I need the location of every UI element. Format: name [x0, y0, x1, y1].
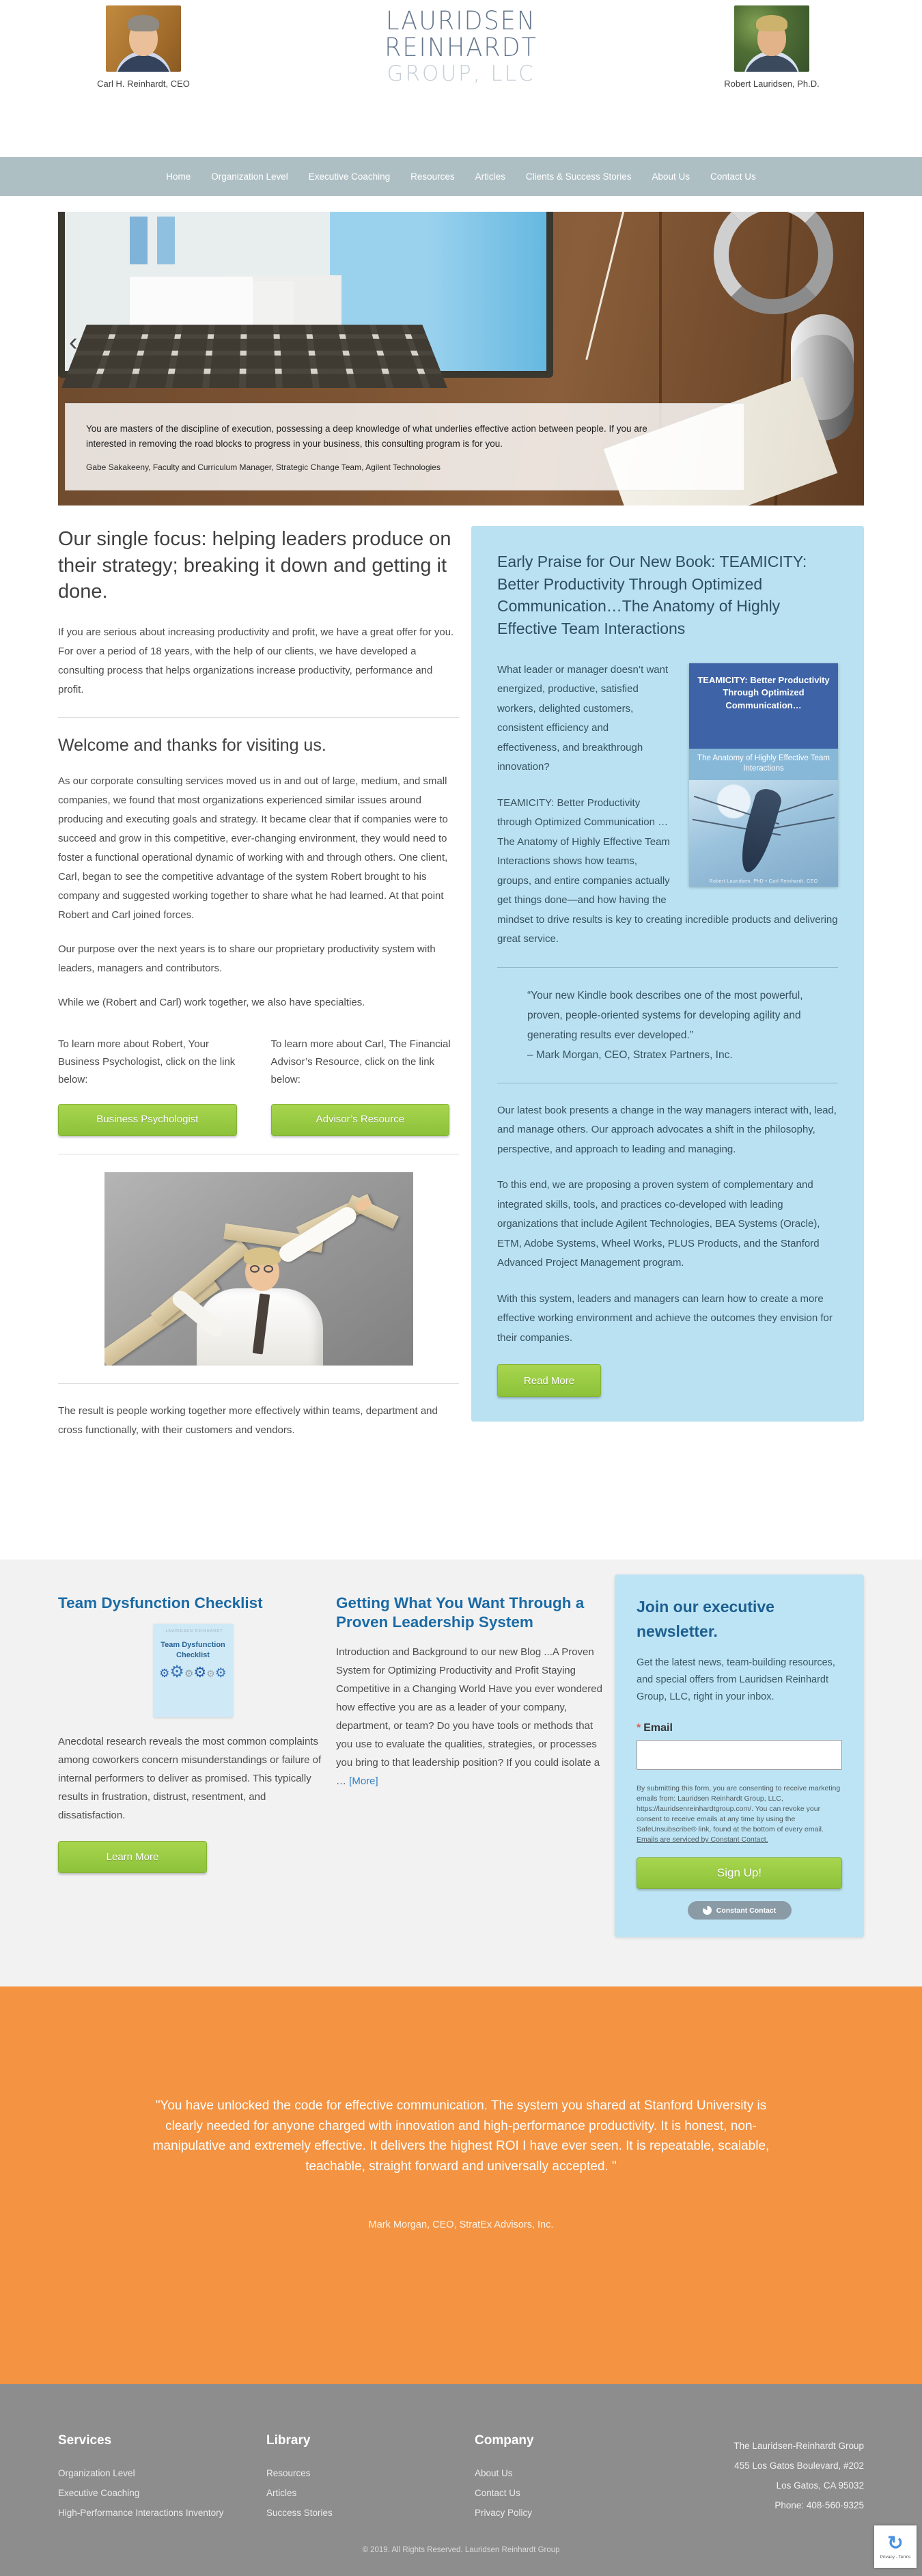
hero-testimonial-attribution: Gabe Sakakeeny, Faculty and Curriculum Manager, Strategic Change Team, Agilent Technologies — [86, 462, 441, 472]
logo-line-2: REINHARDT — [385, 33, 537, 63]
main-content — [0, 505, 922, 1560]
blog-heading: Getting What You Want Through a Proven Leadership System — [336, 1594, 585, 1631]
welcome-paragraph-2: Our purpose over the next years is to share our proprietary productivity system with leaders, managers and contributors. — [58, 943, 436, 974]
gear-icon: ⚙ — [159, 1666, 170, 1680]
newsletter-heading: Join our executive newsletter. — [637, 1598, 774, 1640]
contact-street: 455 Los Gatos Boulevard, #202 — [734, 2461, 864, 2471]
footer-link-executive-coaching[interactable]: Executive Coaching — [58, 2488, 140, 2498]
footer-services-column — [58, 2433, 223, 2523]
nav-item-articles[interactable]: Articles — [475, 171, 505, 182]
book-cover-title: TEAMICITY: Better Productivity Through Optimized Communication… — [689, 663, 838, 749]
site-header — [0, 0, 922, 157]
book-paragraph-2: TEAMICITY: Better Productivity through Optimized Communication … The Anatomy of Highly Effective Team Interactions shows how teams, groups, and entire companies actually get things done—and how having the mindset to drive results is key to creating incredible products and delivering great service. — [497, 797, 838, 945]
constant-contact-icon — [703, 1906, 712, 1915]
newsletter-text: Get the latest news, team-building resources, and special offers from Lauridsen Reinhardt Group, LLC, right in your inbox. — [637, 1657, 835, 1703]
headphones-illustration — [714, 212, 833, 314]
robert-photo — [734, 5, 809, 72]
newsletter-column — [615, 1575, 864, 1937]
contact-phone: Phone: 408-560-9325 — [774, 2500, 864, 2510]
cable-illustration — [585, 212, 626, 360]
book-cover — [689, 663, 838, 887]
carl-photo — [106, 5, 181, 72]
footer-link-privacy-policy[interactable]: Privacy Policy — [475, 2508, 533, 2518]
constant-contact-badge[interactable]: Constant Contact — [688, 1901, 792, 1920]
newsletter-disclaimer: By submitting this form, you are consenting to receive marketing emails from: Lauridsen Reinhardt Group, LLC, https://lauridsenreinhardtgroup.com/. You can revoke your consent to receive emails at any time by using the SafeUnsubscribe® link, found at the bottom of every email. Emails are serviced by Constant Contact. — [637, 1784, 841, 1844]
email-label: * Email — [637, 1722, 673, 1734]
signup-button[interactable]: Sign Up! — [637, 1857, 842, 1889]
nav-item-resources[interactable]: Resources — [410, 171, 455, 182]
gear-icon: ⚙ — [214, 1665, 227, 1680]
constant-contact-link[interactable]: Emails are serviced by Constant Contact. — [637, 1836, 768, 1844]
footer-library-column — [266, 2433, 333, 2523]
required-asterisk: * — [637, 1722, 641, 1734]
business-psychologist-button[interactable]: Business Psychologist — [58, 1104, 237, 1136]
more-link[interactable]: [More] — [349, 1775, 378, 1788]
gear-icon: ⚙ — [206, 1667, 215, 1679]
intro-paragraph: If you are serious about increasing productivity and profit, we have a great offer for you. For over a period of 18 years, with the help of our clients, we have developed a consulting process that helps organizations increase productivity, performance and profit. — [58, 626, 454, 695]
footer-link-high-performance-inventory[interactable]: High-Performance Interactions Inventory — [58, 2508, 224, 2518]
page-headline: Our single focus: helping leaders produce on their strategy; breaking it down and getting it done. — [58, 528, 451, 603]
book-cover-rowing-photo — [689, 780, 838, 887]
footer-link-contact-us[interactable]: Contact Us — [475, 2488, 520, 2498]
book-cover-subtitle: The Anatomy of Highly Effective Team Interactions — [689, 749, 838, 780]
logo-line-1: LAURIDSEN — [386, 6, 536, 36]
nav-item-organization-level[interactable]: Organization Level — [211, 171, 288, 182]
footer-company-heading: Company — [475, 2433, 534, 2448]
site-footer — [0, 2384, 922, 2576]
welcome-paragraph-1: As our corporate consulting services moved us in and out of large, medium, and small companies, we found that most organizations experienced similar issues around producing and executing goals and strategy. It became clear that if companies were to succeed and grow in this competitive, ever-changing environment, they would need to foster a functional operational dynamic of working with and through others. One client, Carl, began to see the competitive advantage of the system Robert brought to his company and suggested working together to share what he had learned. At that point Robert and Carl joined forces. — [58, 775, 448, 921]
gear-icon: ⚙ — [169, 1662, 184, 1681]
carl-cta-text: To learn more about Carl, The Financial Advisor’s Resource, click on the link below: — [270, 1038, 451, 1085]
hero-testimonial-box — [65, 403, 744, 490]
recaptcha-icon: ↻ — [887, 2532, 904, 2553]
checklist-text: Anecdotal research reveals the most common complaints among coworkers concern misunderstandings or failure of internal performers to deliver as promised. This typically results in frustration, distrust, resentment, and dissatisfaction. — [58, 1736, 322, 1822]
footer-link-about-us[interactable]: About Us — [475, 2468, 513, 2478]
checklist-card-logo: LAURIDSEN REINHARDT — [165, 1629, 223, 1634]
testimonial-attribution: Mark Morgan, CEO, StratEx Advisors, Inc. — [368, 2219, 554, 2230]
footer-services-heading: Services — [58, 2433, 112, 2448]
recaptcha-badge[interactable] — [874, 2525, 917, 2568]
email-input[interactable] — [637, 1740, 842, 1770]
blog-column — [336, 1594, 604, 1790]
divider — [58, 717, 459, 718]
nav-item-home[interactable]: Home — [166, 171, 191, 182]
person-robert — [703, 5, 840, 89]
book-paragraph-4: To this end, we are proposing a proven system of complementary and integrated skills, tools, and practices co-developed with leading organizations that include Agilent Technologies, BEA Systems (Oracle), ETM, Adobe Systems, Wheel Works, PLUS Products, and the Stanford Advanced Project Management program. — [497, 1179, 820, 1269]
footer-link-resources[interactable]: Resources — [266, 2468, 311, 2478]
lower-section — [0, 1560, 922, 1986]
result-paragraph: The result is people working together more effectively within teams, department and cross functionally, with their customers and vendors. — [58, 1404, 438, 1436]
nav-item-executive-coaching[interactable]: Executive Coaching — [308, 171, 391, 182]
main-nav — [0, 157, 922, 196]
testimonial-section — [0, 1986, 922, 2384]
book-heading: Early Praise for Our New Book: TEAMICITY: Better Productivity Through Optimized Communication…The Anatomy of Highly Effective Team Interactions — [497, 553, 807, 637]
carousel-prev-icon[interactable]: ‹ — [69, 328, 78, 357]
blog-excerpt: Introduction and Background to our new Blog ...A Proven System for Optimizing Productivity and Profit Staying Competitive in a Changing World Have you ever wondered how effective you are as a leader of your company, department, or team? Do you have tools or methods that you use to evaluate the qualities, strategies, or processes you bring to that leadership position? If you could isolate a … [More] — [336, 1646, 602, 1788]
person-carl — [75, 5, 212, 89]
robert-cta-text: To learn more about Robert, Your Business Psychologist, click on the link below: — [58, 1038, 236, 1085]
read-more-button[interactable]: Read More — [497, 1364, 601, 1397]
hero-testimonial-quote: You are masters of the discipline of execution, possessing a deep knowledge of what underlies effective action between people. If you are interested in removing the road blocks to progress in your business, this consulting program is for you. — [86, 424, 647, 449]
recaptcha-privacy-terms[interactable]: Privacy - Terms — [880, 2555, 911, 2560]
gears-illustration — [156, 1662, 230, 1681]
specialties-row — [58, 1036, 459, 1136]
book-review-quote: “Your new Kindle book describes one of the most powerful, proven, people-oriented systems for developing agility and generating results ever developed.” – Mark Morgan, CEO, Stratex Partners, Inc. — [527, 986, 838, 1065]
hero-carousel — [58, 212, 864, 505]
contact-city: Los Gatos, CA 95032 — [776, 2480, 864, 2491]
gear-icon: ⚙ — [184, 1667, 194, 1680]
book-review-attribution: – Mark Morgan, CEO, Stratex Partners, Inc. — [527, 1049, 733, 1061]
carl-specialty — [271, 1036, 460, 1136]
checklist-heading: Team Dysfunction Checklist — [58, 1594, 263, 1611]
nav-item-contact-us[interactable]: Contact Us — [710, 171, 756, 182]
footer-link-organization-level[interactable]: Organization Level — [58, 2468, 135, 2478]
divider — [58, 1383, 459, 1384]
robert-specialty — [58, 1036, 247, 1136]
footer-link-articles[interactable]: Articles — [266, 2488, 297, 2498]
nav-item-about-us[interactable]: About Us — [652, 171, 690, 182]
book-praise-box — [471, 526, 864, 1422]
site-logo — [385, 8, 537, 87]
advisors-resource-button[interactable]: Advisor’s Resource — [271, 1104, 450, 1136]
learn-more-button[interactable]: Learn More — [58, 1841, 207, 1873]
contact-company: The Lauridsen-Reinhardt Group — [734, 2441, 864, 2451]
footer-company-column — [475, 2433, 534, 2523]
book-paragraph-5: With this system, leaders and managers can learn how to create a more effective working environment and achieve the outcomes they envision for their companies. — [497, 1292, 833, 1344]
robert-caption: Robert Lauridsen, Ph.D. — [724, 79, 820, 89]
newsletter-box — [615, 1575, 864, 1937]
book-cover-authors: Robert Lauridsen, PhD • Carl Reinhardt, CEO — [709, 878, 818, 884]
welcome-paragraph-3: While we (Robert and Carl) work together, we also have specialties. — [58, 996, 365, 1008]
checklist-card-image — [154, 1624, 233, 1717]
footer-link-success-stories[interactable]: Success Stories — [266, 2508, 333, 2518]
carl-caption: Carl H. Reinhardt, CEO — [97, 79, 190, 89]
gear-icon: ⚙ — [193, 1664, 207, 1680]
book-paragraph-1: What leader or manager doesn’t want energized, productive, satisfied workers, delighted customers, consistent efficiency and effectiveness, and breakthrough innovation? — [497, 663, 669, 773]
keyboard-illustration — [61, 324, 447, 388]
checklist-column — [58, 1594, 328, 1873]
divider — [497, 967, 838, 968]
main-left-column — [58, 526, 459, 1560]
book-paragraph-3: Our latest book presents a change in the way managers interact with, lead, and manage others. Our approach advocates a shift in the philosophy, perspective, and approach to leading and managing. — [497, 1104, 837, 1155]
growth-arrow-image — [104, 1172, 413, 1366]
testimonial-quote: "You have unlocked the code for effective communication. The system you shared at Stanford University is clearly needed for anyone charged with innovation and high-performance productivity. It is honest, non-manipulative and extremely effective. It delivers the highest ROI I have ever seen. It is repeatable, scalable, teachable, straight forward and universally accepted. " — [152, 2099, 770, 2174]
welcome-heading: Welcome and thanks for visiting us. — [58, 735, 326, 755]
nav-item-clients-success-stories[interactable]: Clients & Success Stories — [525, 171, 632, 182]
footer-contact-info — [734, 2436, 864, 2515]
checklist-card-title: Team Dysfunction Checklist — [160, 1640, 225, 1659]
footer-library-heading: Library — [266, 2433, 311, 2448]
logo-line-3: GROUP, LLC — [387, 61, 535, 87]
footer-copyright: © 2019. All Rights Reserved. Lauridsen Reinhardt Group — [362, 2546, 560, 2554]
